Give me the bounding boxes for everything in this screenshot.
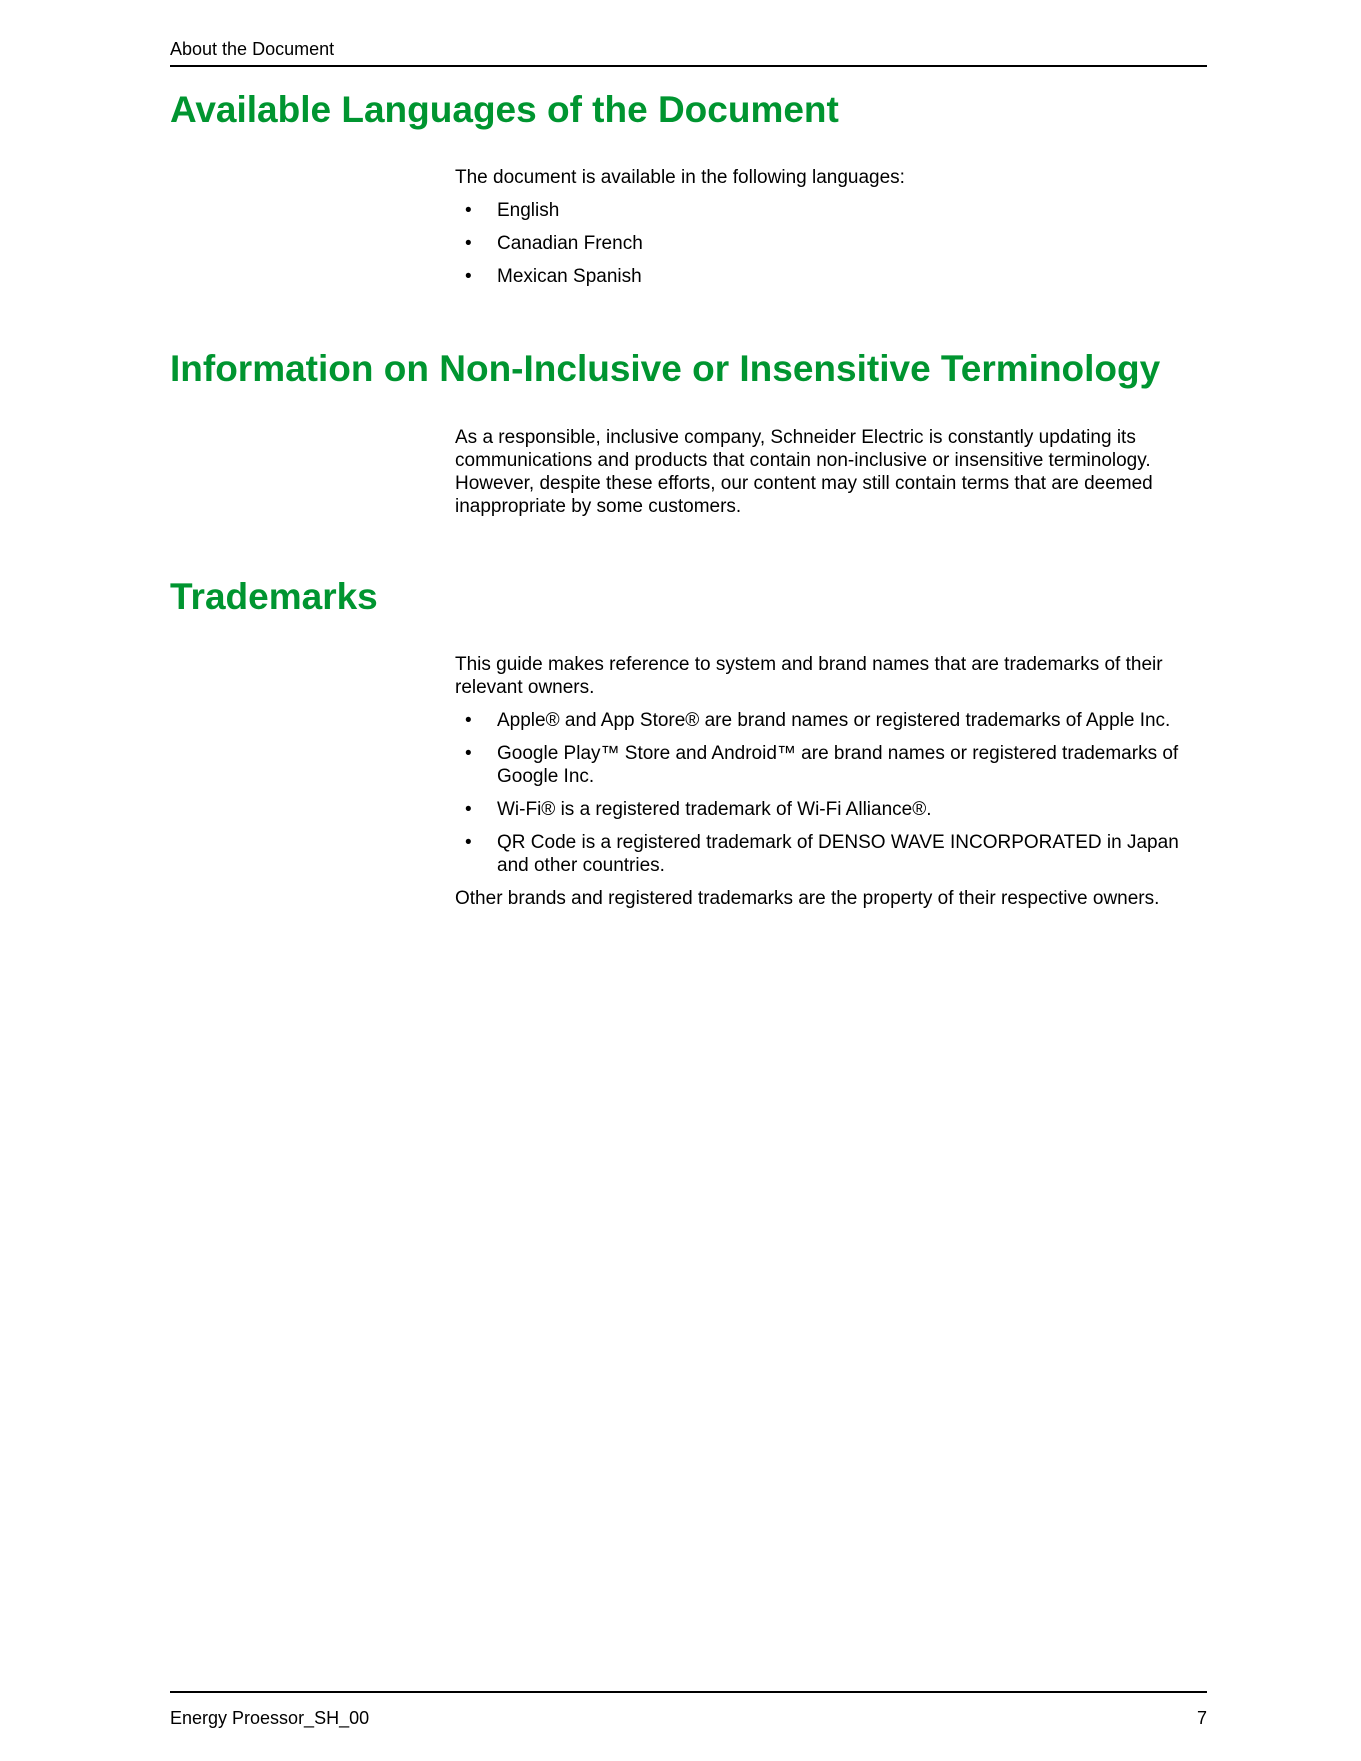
languages-list	[455, 199, 1210, 288]
list-item	[455, 199, 1210, 222]
list-item-text: Wi-Fi® is a registered trademark of Wi-Fi Alliance®.	[497, 799, 932, 820]
trademarks-list	[455, 709, 1210, 877]
page-number: 7	[1196, 1708, 1207, 1728]
trademarks-intro: This guide makes reference to system and brand names that are trademarks of their relevant owners.	[455, 654, 1163, 698]
heading-terminology: Information on Non-Inclusive or Insensitive Terminology	[170, 348, 1161, 389]
bullet-icon: •	[465, 233, 472, 254]
list-item-text: English	[497, 200, 560, 221]
list-item	[455, 798, 1210, 821]
bullet-icon: •	[465, 832, 472, 853]
list-item-text: Apple® and App Store® are brand names or registered trademarks of Apple Inc.	[497, 710, 1171, 731]
footer-document-id: Energy Proessor_SH_00	[170, 1708, 370, 1728]
list-item-text: QR Code is a registered trademark of DENSO WAVE INCORPORATED in Japan and other countries.	[497, 832, 1179, 876]
list-item	[455, 709, 1210, 732]
terminology-body	[455, 426, 1210, 518]
bullet-icon: •	[465, 200, 472, 221]
running-header: About the Document	[170, 39, 335, 59]
list-item	[455, 831, 1210, 877]
trademarks-body	[455, 653, 1210, 910]
list-item	[455, 265, 1210, 288]
terminology-paragraph: As a responsible, inclusive company, Schneider Electric is constantly updating its communications and products that contain non-inclusive or insensitive terminology. However, despite these efforts, our content may still contain terms that are deemed inappropriate by some customers.	[455, 427, 1153, 517]
bullet-icon: •	[465, 710, 472, 731]
footer-rule	[170, 1691, 1207, 1693]
list-item-text: Canadian French	[497, 233, 643, 254]
list-item	[455, 742, 1210, 788]
trademarks-closing: Other brands and registered trademarks are the property of their respective owners.	[455, 888, 1160, 909]
languages-intro: The document is available in the following languages:	[455, 167, 905, 188]
bullet-icon: •	[465, 743, 472, 764]
heading-trademarks: Trademarks	[170, 576, 378, 617]
bullet-icon: •	[465, 799, 472, 820]
bullet-icon: •	[465, 266, 472, 287]
list-item-text: Google Play™ Store and Android™ are brand names or registered trademarks of Google Inc.	[497, 743, 1179, 787]
heading-available-languages: Available Languages of the Document	[170, 89, 839, 130]
header-rule	[170, 65, 1207, 67]
languages-body	[455, 166, 1210, 298]
list-item	[455, 232, 1210, 255]
list-item-text: Mexican Spanish	[497, 266, 642, 287]
